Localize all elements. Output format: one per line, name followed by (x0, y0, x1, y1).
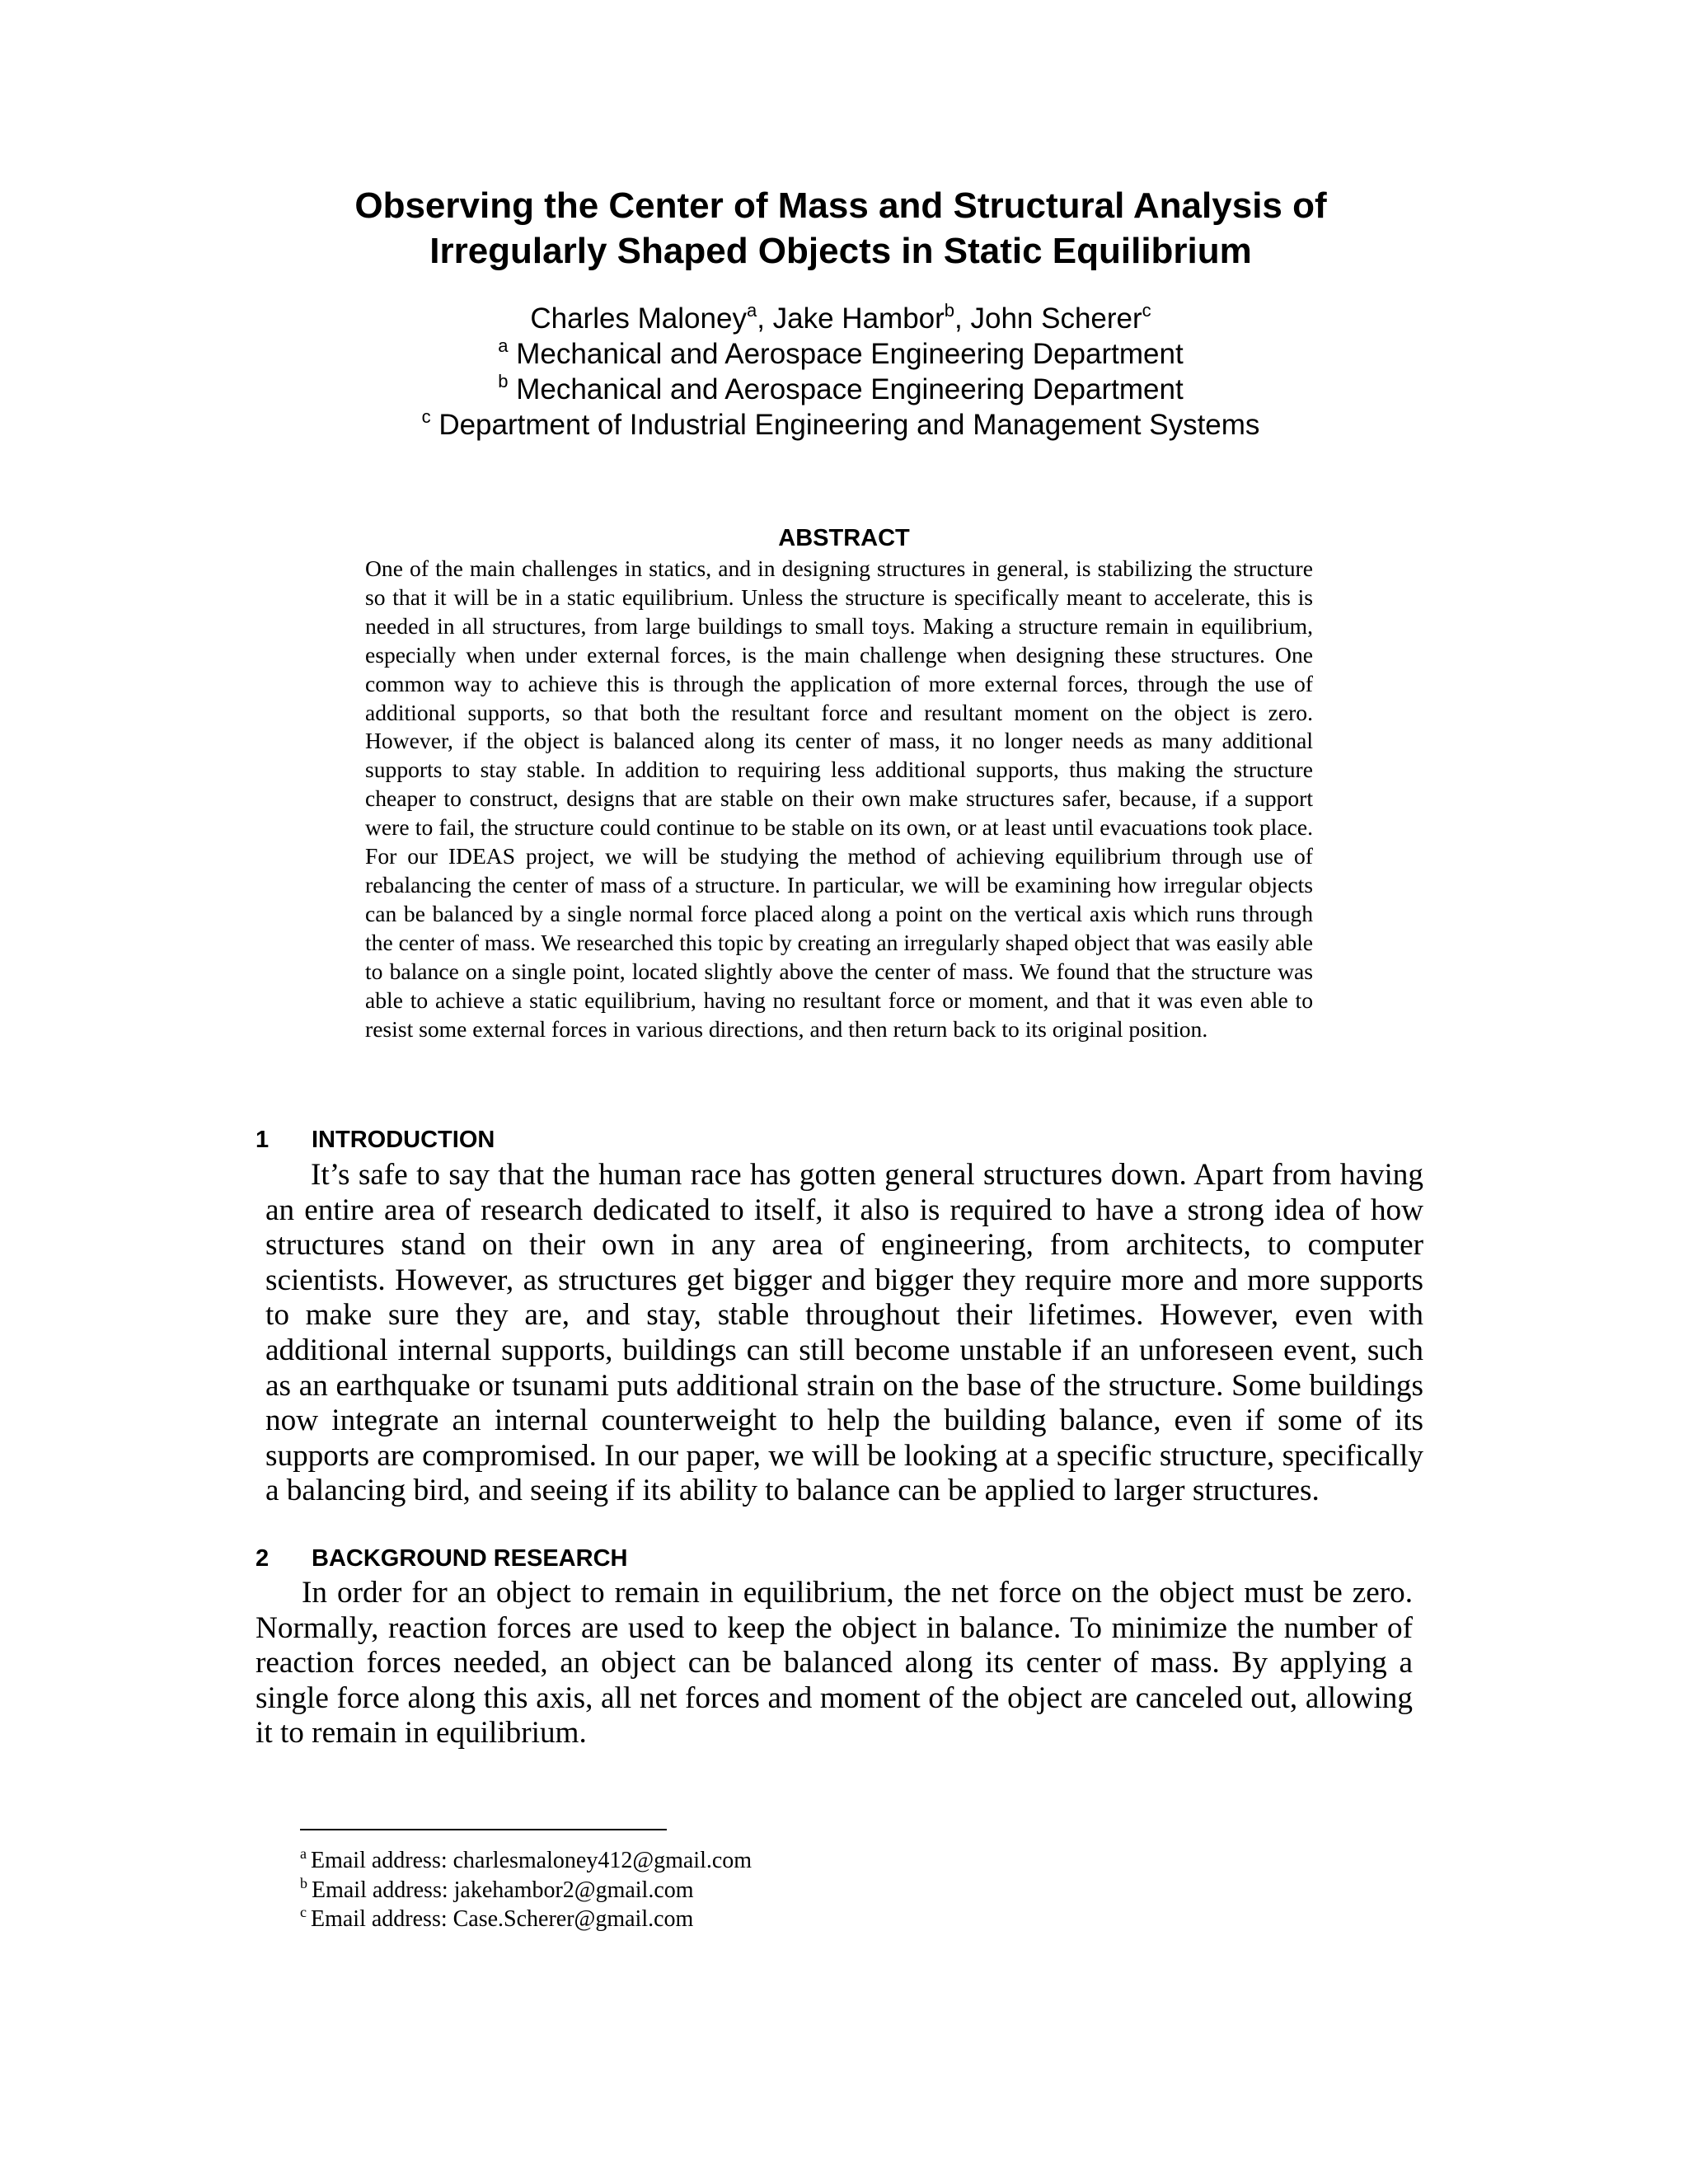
footnote-text: Email address: Case.Scherer@gmail.com (311, 1906, 694, 1932)
footnote-text: Email address: jakehambor2@gmail.com (312, 1877, 694, 1903)
author-name: John Scherer (970, 302, 1142, 335)
abstract-body: One of the main challenges in statics, and in designing structures in general, is stabilizing the structure so that it will be in a static equilibrium. Unless the structure is specifically meant to accelerate, this is needed in all structures, from large buildings to small toys. Making a structure remain in equilibrium, especially when under external forces, is the main challenge when designing these structures. One common way to achieve this is through the application of more external forces, through the use of additional supports, so that both the resultant force and resultant moment on the object is zero. However, if the object is balanced along its center of mass, it no longer needs as many additional supports to stay stable. In addition to requiring less additional supports, thus making the structure cheaper to construct, designs that are stable on their own make structures safer, because, if a support were to fail, the structure could continue to be stable on its own, or at least until evacuations took place. For our IDEAS project, we will be studying the method of achieving equilibrium through use of rebalancing the center of mass of a structure. In particular, we will be examining how irregular objects can be balanced by a single normal force placed along a point on the vertical axis which runs through the center of mass. We researched this topic by creating an irregularly shaped object that was easily able to balance on a single point, located slightly above the center of mass. We found that the structure was able to achieve a static equilibrium, having no resultant force or moment, and that it was even able to resist some external forces in various directions, and then return back to its original position. (365, 555, 1313, 1042)
affiliation-text: Mechanical and Aerospace Engineering Department (516, 373, 1184, 405)
author-name: Jake Hambor (772, 302, 945, 335)
footnote-separator (300, 1829, 667, 1830)
footnote-mark: b (300, 1874, 307, 1891)
author-mark: c (1142, 300, 1151, 321)
section-number: 1 (256, 1127, 270, 1153)
footnote (300, 1905, 752, 1934)
title-line-2: Irregularly Shaped Objects in Static Equilibrium (429, 231, 1252, 271)
affiliation-line (313, 372, 1368, 407)
section-heading-background-research (256, 1544, 627, 1572)
background-paragraph: In order for an object to remain in equilibrium, the net force on the object must be zero. Normally, reaction forces are used to keep the object in balance. To minimize the number of reaction forces needed, an object can be balanced along its center of mass. By applying a single force along this axis, all net forces and moment of the object are canceled out, allowing it to remain in equilibrium. (256, 1576, 1413, 1750)
footnotes (300, 1846, 752, 1934)
affiliation-mark: a (498, 335, 509, 356)
affiliation-text: Mechanical and Aerospace Engineering Department (516, 338, 1184, 370)
footnote (300, 1846, 752, 1876)
affiliation-line (313, 336, 1368, 372)
section-title: INTRODUCTION (312, 1127, 495, 1153)
footnote (300, 1876, 752, 1905)
affiliation-line (313, 407, 1368, 443)
author-name: Charles Maloney (530, 302, 747, 335)
title-line-1: Observing the Center of Mass and Structural Analysis of (354, 185, 1327, 226)
author-mark: b (944, 300, 955, 321)
author-list: Charles Maloney$^a$, Jake Hambor$^b$, John Scherer$^c$ (530, 300, 1151, 335)
abstract-heading: ABSTRACT (778, 525, 910, 551)
section-heading-introduction (256, 1126, 495, 1154)
affiliation-mark: b (498, 371, 509, 391)
footnote-mark: c (300, 1904, 307, 1920)
paper-title (313, 183, 1368, 274)
author-mark: a (746, 300, 757, 321)
author-block (313, 301, 1368, 443)
affiliation-mark: c (421, 406, 431, 427)
affiliation-text: Department of Industrial Engineering and Management Systems (438, 409, 1260, 441)
section-number: 2 (256, 1545, 270, 1572)
section-title: BACKGROUND RESEARCH (312, 1545, 628, 1572)
footnote-text: Email address: charlesmaloney412@gmail.com (311, 1848, 753, 1873)
introduction-paragraph: It’s safe to say that the human race has gotten general structures down. Apart from having an entire area of research dedicated to itself, it also is required to have a strong idea of how structures stand on their own in any area of engineering, from architects, to computer scientists. However, as structures get bigger and bigger they require more and more supports to make sure they are, and stay, stable throughout their lifetimes. However, even with additional internal supports, buildings can still become unstable if an unforeseen event, such as an earthquake or tsunami puts additional strain on the base of the structure. Some buildings now integrate an internal counterweight to help the building balance, even if some of its supports are compromised. In our paper, we will be looking at a specific structure, specifically a balancing bird, and seeing if its ability to balance can be applied to larger structures. (265, 1158, 1423, 1508)
footnote-mark: a (300, 1845, 307, 1862)
